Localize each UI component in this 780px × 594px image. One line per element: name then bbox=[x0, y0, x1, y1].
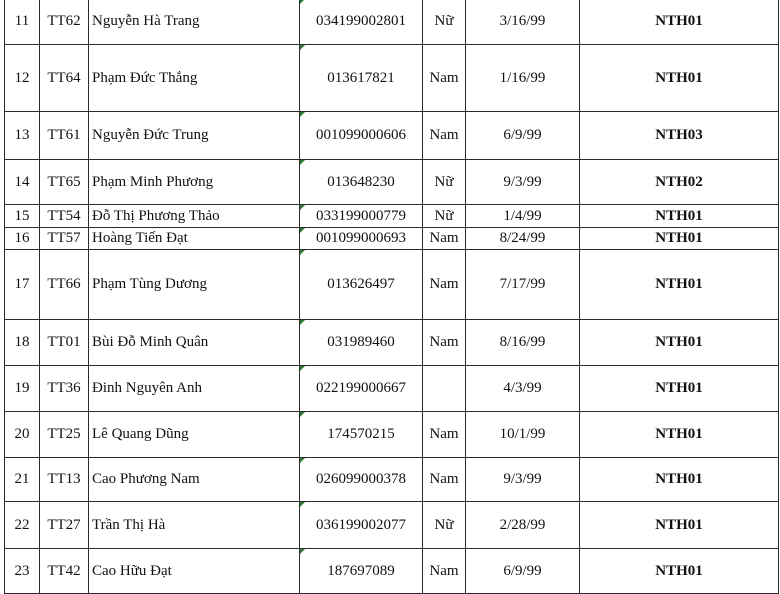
group-cell: NTH01 bbox=[580, 320, 779, 366]
dob-cell: 3/16/99 bbox=[466, 0, 580, 45]
stt-cell: 11 bbox=[5, 0, 40, 45]
id-number-cell: 013648230 bbox=[300, 160, 423, 205]
id-number-cell: 026099000378 bbox=[300, 458, 423, 502]
table-row bbox=[5, 502, 779, 549]
name-cell: Cao Phương Nam bbox=[89, 458, 300, 502]
name-cell: Trần Thị Hà bbox=[89, 502, 300, 549]
sex-cell: Nam bbox=[423, 45, 466, 112]
table-row bbox=[5, 250, 779, 320]
stt-cell: 20 bbox=[5, 412, 40, 458]
stt-cell: 17 bbox=[5, 250, 40, 320]
code-cell: TT01 bbox=[40, 320, 89, 366]
code-cell: TT64 bbox=[40, 45, 89, 112]
dob-cell: 9/3/99 bbox=[466, 160, 580, 205]
code-cell: TT62 bbox=[40, 0, 89, 45]
sex-cell: Nam bbox=[423, 320, 466, 366]
dob-cell: 6/9/99 bbox=[466, 549, 580, 594]
dob-cell: 4/3/99 bbox=[466, 366, 580, 412]
stt-cell: 22 bbox=[5, 502, 40, 549]
table-row bbox=[5, 366, 779, 412]
group-cell: NTH01 bbox=[580, 45, 779, 112]
code-cell: TT61 bbox=[40, 112, 89, 160]
id-number-cell: 001099000606 bbox=[300, 112, 423, 160]
group-cell: NTH01 bbox=[580, 250, 779, 320]
sex-cell: Nam bbox=[423, 112, 466, 160]
stt-cell: 14 bbox=[5, 160, 40, 205]
name-cell: Phạm Minh Phương bbox=[89, 160, 300, 205]
stt-cell: 21 bbox=[5, 458, 40, 502]
sex-cell: Nữ bbox=[423, 160, 466, 205]
table-row bbox=[5, 112, 779, 160]
sex-cell: Nữ bbox=[423, 205, 466, 228]
code-cell: TT36 bbox=[40, 366, 89, 412]
name-cell: Hoàng Tiến Đạt bbox=[89, 228, 300, 250]
dob-cell: 2/28/99 bbox=[466, 502, 580, 549]
id-number-cell: 036199002077 bbox=[300, 502, 423, 549]
dob-cell: 6/9/99 bbox=[466, 112, 580, 160]
group-cell: NTH01 bbox=[580, 205, 779, 228]
group-cell: NTH01 bbox=[580, 0, 779, 45]
code-cell: TT66 bbox=[40, 250, 89, 320]
id-number-cell: 174570215 bbox=[300, 412, 423, 458]
table-row bbox=[5, 458, 779, 502]
sex-cell: Nữ bbox=[423, 502, 466, 549]
id-number-cell: 034199002801 bbox=[300, 0, 423, 45]
id-number-cell: 013617821 bbox=[300, 45, 423, 112]
table-row bbox=[5, 160, 779, 205]
dob-cell: 9/3/99 bbox=[466, 458, 580, 502]
name-cell: Bùi Đỗ Minh Quân bbox=[89, 320, 300, 366]
table-row bbox=[5, 0, 779, 45]
id-number-cell: 013626497 bbox=[300, 250, 423, 320]
table-row bbox=[5, 45, 779, 112]
group-cell: NTH01 bbox=[580, 412, 779, 458]
code-cell: TT27 bbox=[40, 502, 89, 549]
code-cell: TT54 bbox=[40, 205, 89, 228]
dob-cell: 1/4/99 bbox=[466, 205, 580, 228]
stt-cell: 19 bbox=[5, 366, 40, 412]
group-cell: NTH01 bbox=[580, 228, 779, 250]
sex-cell: Nam bbox=[423, 549, 466, 594]
table-row bbox=[5, 320, 779, 366]
stt-cell: 13 bbox=[5, 112, 40, 160]
name-cell: Đỗ Thị Phương Thảo bbox=[89, 205, 300, 228]
code-cell: TT25 bbox=[40, 412, 89, 458]
dob-cell: 8/16/99 bbox=[466, 320, 580, 366]
id-number-cell: 033199000779 bbox=[300, 205, 423, 228]
code-cell: TT65 bbox=[40, 160, 89, 205]
table-body bbox=[5, 0, 779, 594]
stt-cell: 12 bbox=[5, 45, 40, 112]
sex-cell: Nữ bbox=[423, 0, 466, 45]
name-cell: Phạm Đức Thắng bbox=[89, 45, 300, 112]
dob-cell: 10/1/99 bbox=[466, 412, 580, 458]
stt-cell: 18 bbox=[5, 320, 40, 366]
group-cell: NTH03 bbox=[580, 112, 779, 160]
student-table bbox=[4, 0, 779, 594]
sex-cell: Nam bbox=[423, 250, 466, 320]
id-number-cell: 022199000667 bbox=[300, 366, 423, 412]
sex-cell: Nam bbox=[423, 412, 466, 458]
sex-cell bbox=[423, 366, 466, 412]
stt-cell: 23 bbox=[5, 549, 40, 594]
table-row bbox=[5, 412, 779, 458]
sex-cell: Nam bbox=[423, 458, 466, 502]
group-cell: NTH02 bbox=[580, 160, 779, 205]
id-number-cell: 001099000693 bbox=[300, 228, 423, 250]
sex-cell: Nam bbox=[423, 228, 466, 250]
group-cell: NTH01 bbox=[580, 366, 779, 412]
code-cell: TT57 bbox=[40, 228, 89, 250]
name-cell: Nguyễn Đức Trung bbox=[89, 112, 300, 160]
table-row bbox=[5, 549, 779, 594]
table-row bbox=[5, 228, 779, 250]
stt-cell: 15 bbox=[5, 205, 40, 228]
code-cell: TT13 bbox=[40, 458, 89, 502]
name-cell: Lê Quang Dũng bbox=[89, 412, 300, 458]
name-cell: Cao Hữu Đạt bbox=[89, 549, 300, 594]
table-row bbox=[5, 205, 779, 228]
id-number-cell: 031989460 bbox=[300, 320, 423, 366]
stt-cell: 16 bbox=[5, 228, 40, 250]
dob-cell: 8/24/99 bbox=[466, 228, 580, 250]
name-cell: Nguyễn Hà Trang bbox=[89, 0, 300, 45]
group-cell: NTH01 bbox=[580, 502, 779, 549]
group-cell: NTH01 bbox=[580, 549, 779, 594]
group-cell: NTH01 bbox=[580, 458, 779, 502]
dob-cell: 1/16/99 bbox=[466, 45, 580, 112]
name-cell: Đinh Nguyên Anh bbox=[89, 366, 300, 412]
code-cell: TT42 bbox=[40, 549, 89, 594]
name-cell: Phạm Tùng Dương bbox=[89, 250, 300, 320]
dob-cell: 7/17/99 bbox=[466, 250, 580, 320]
id-number-cell: 187697089 bbox=[300, 549, 423, 594]
